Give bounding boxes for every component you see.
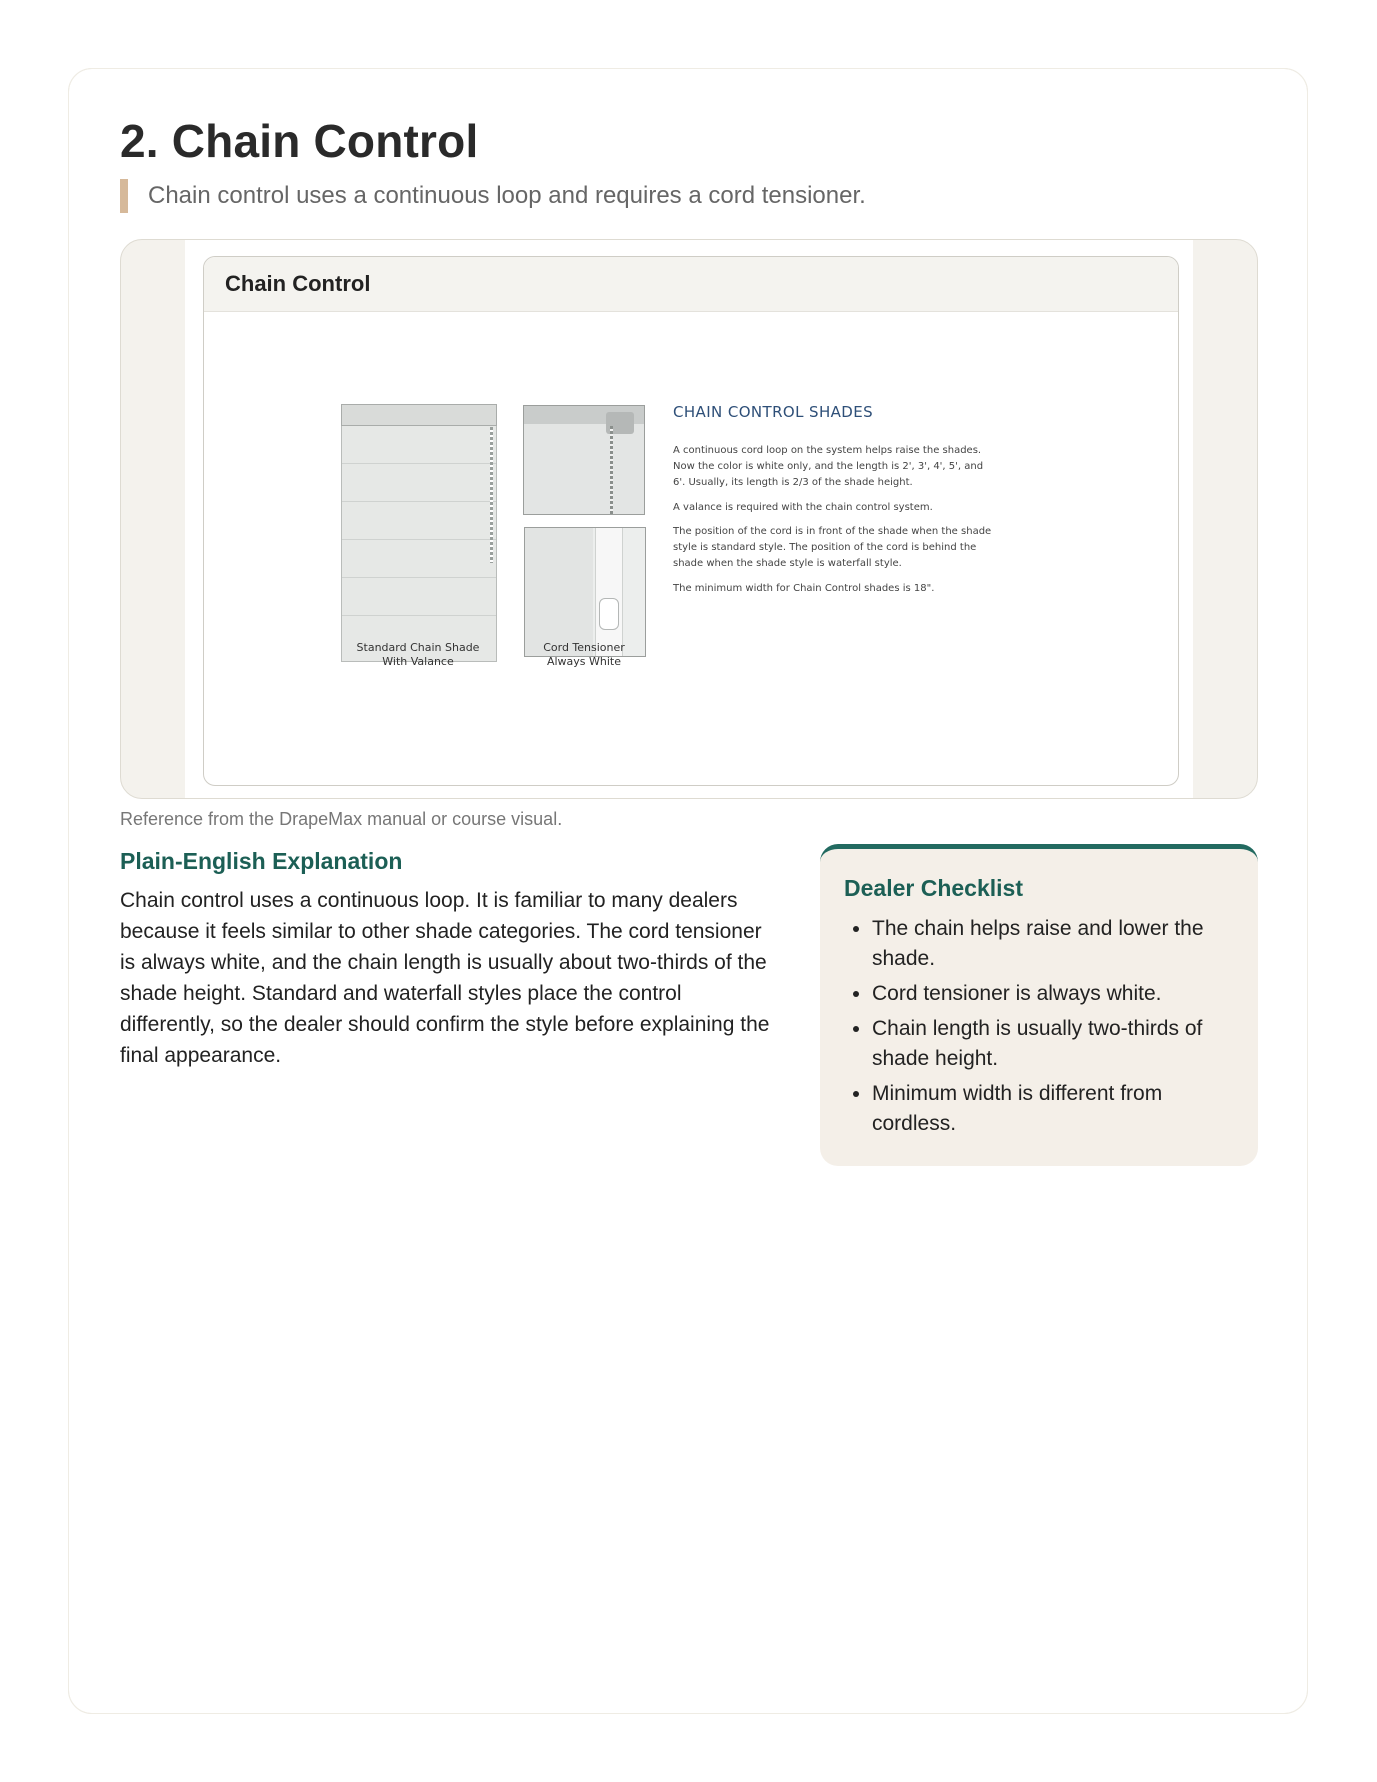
subtitle-text: Chain control uses a continuous loop and requires a cord tensioner.	[148, 182, 866, 210]
caption-tensioner-line: Cord Tensioner Always White	[543, 641, 625, 669]
reference-image	[185, 240, 1193, 799]
caption-standard-chain-shade	[330, 641, 506, 669]
shade-fold	[342, 577, 496, 578]
shade-fold	[342, 463, 496, 464]
figure-card	[203, 256, 1179, 786]
cord-tensioner-illustration	[599, 598, 619, 630]
content-columns	[120, 848, 1258, 1166]
explanation-section	[120, 848, 780, 1166]
checklist-item: • Chain length is usually two-thirds of shade height.	[872, 1014, 1234, 1074]
section-subtitle	[120, 179, 1258, 213]
caption-standard-line: Standard Chain Shade With Valance	[356, 641, 480, 669]
checklist-list	[844, 914, 1234, 1139]
chain-tube-illustration	[595, 528, 623, 656]
subtitle-accent-bar	[120, 179, 128, 213]
spec-paragraph: A valance is required with the chain control system.	[673, 502, 933, 514]
shade-fold	[342, 615, 496, 616]
caption-cord-tensioner	[504, 641, 664, 669]
checklist-item: • Minimum width is different from cordless.	[872, 1079, 1234, 1139]
chain-loop-illustration	[490, 427, 493, 563]
shade-fold	[342, 501, 496, 502]
shade-fold	[342, 539, 496, 540]
spec-title: CHAIN CONTROL SHADES	[673, 403, 874, 422]
section-title: 2. Chain Control	[120, 115, 479, 167]
dealer-checklist-card	[820, 844, 1258, 1166]
figure-frame	[120, 239, 1258, 799]
chain-mechanism-closeup	[523, 405, 645, 515]
spec-paragraph: The position of the cord is in front of the shade when the shade style is standard style. The position of the cord is behind the shade when the shade style is waterfall style.	[673, 526, 992, 570]
bead-chain-illustration	[610, 426, 613, 514]
standard-chain-shade-illustration	[341, 404, 497, 662]
figure-caption: Reference from the DrapeMax manual or course visual.	[120, 809, 563, 830]
page-content	[120, 117, 1258, 1166]
explanation-body: Chain control uses a continuous loop. It is familiar to many dealers because it feels similar to other shade categories. The cord tensioner is always white, and the chain length is usually about two-thirds of the shade height. Standard and waterfall styles place the control differently, so the dealer should confirm the style before explaining the final appearance.	[120, 889, 770, 1068]
cord-tensioner-closeup	[524, 527, 646, 657]
spec-paragraph: The minimum width for Chain Control shades is 18".	[673, 583, 935, 595]
valance-illustration	[341, 404, 497, 426]
checklist-item: • Cord tensioner is always white.	[872, 979, 1234, 1009]
spec-paragraph: A continuous cord loop on the system helps raise the shades. Now the color is white only, and the length is 2', 3', 4', 5', and 6'. Usually, its length is 2/3 of the shade height.	[673, 445, 984, 489]
shade-fabric-illustration	[525, 528, 593, 656]
checklist-heading: Dealer Checklist	[844, 875, 1023, 902]
checklist-item: • The chain helps raise and lower the shade.	[872, 914, 1234, 974]
figure-header: Chain Control	[204, 257, 1178, 312]
explanation-heading: Plain-English Explanation	[120, 848, 403, 875]
document-page	[68, 68, 1308, 1714]
